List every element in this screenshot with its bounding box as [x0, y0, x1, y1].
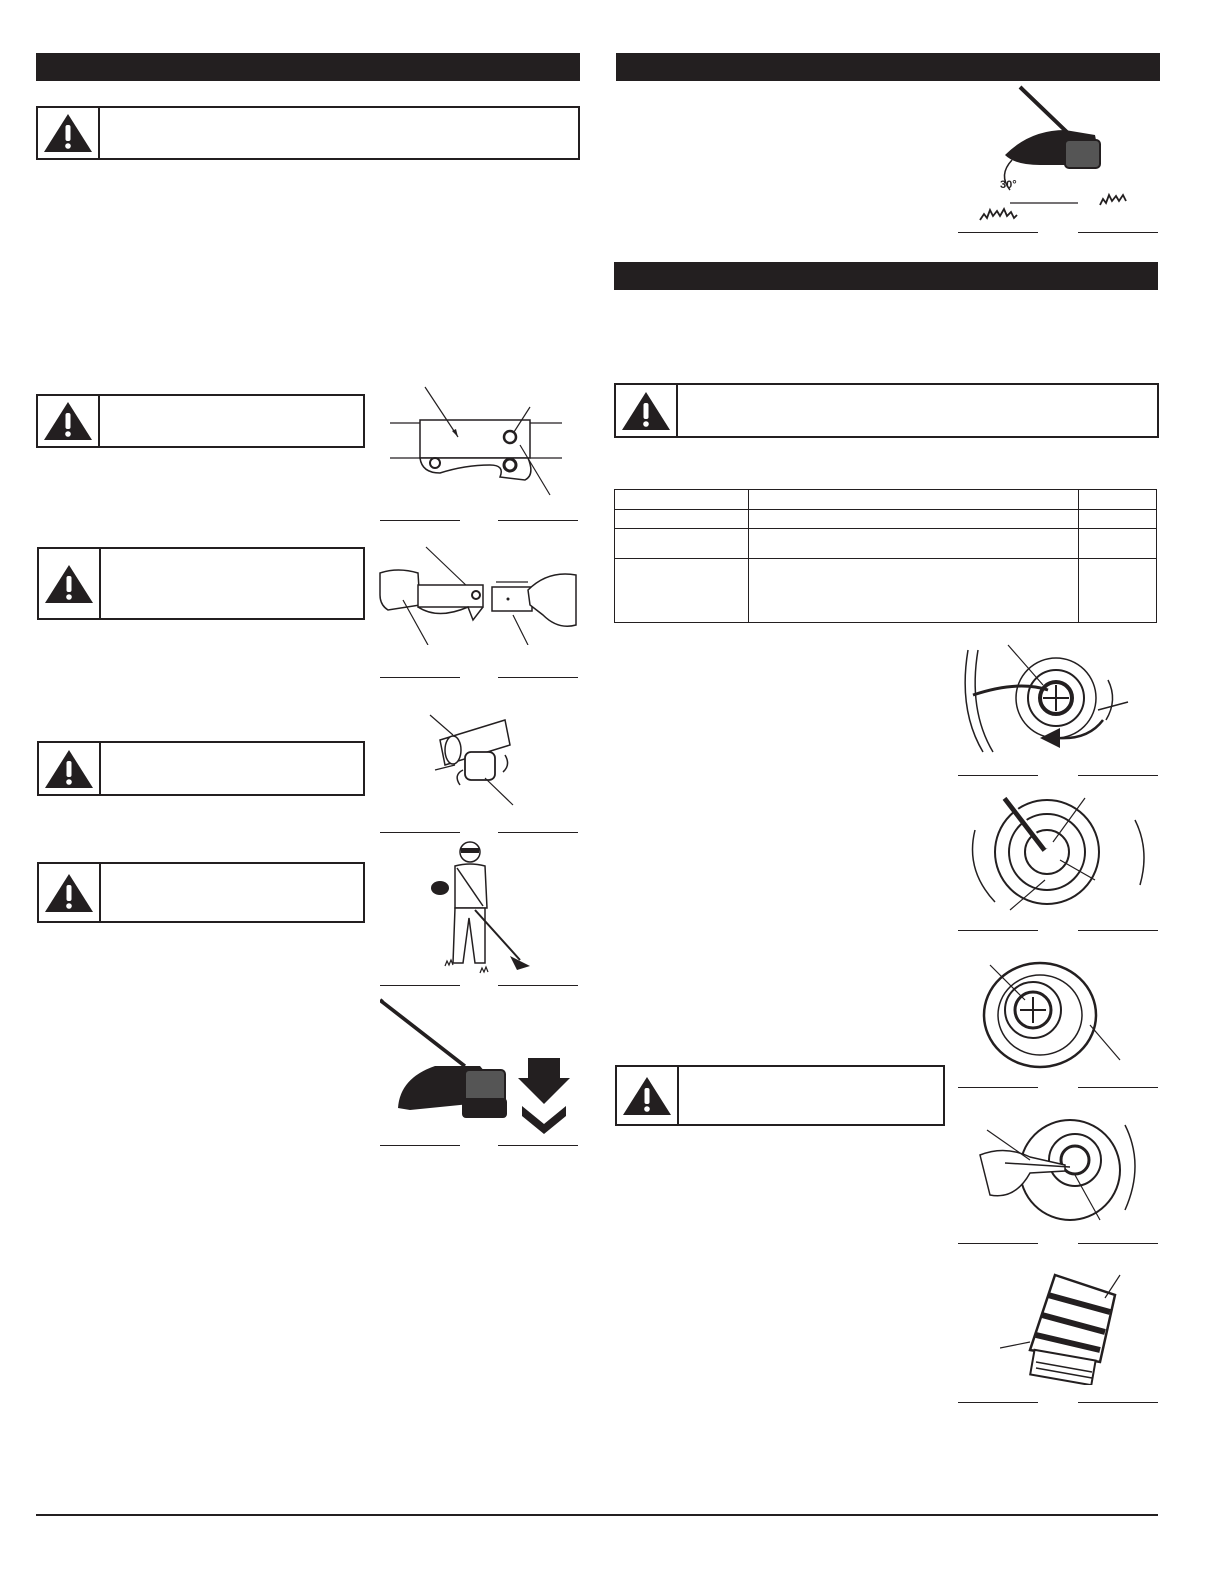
warning-triangle-icon — [43, 872, 95, 914]
warning-box-4 — [37, 741, 365, 796]
warning-box-2 — [36, 394, 365, 448]
right-middle-section-header — [614, 262, 1158, 290]
page-footer-rule — [36, 1514, 1158, 1516]
table-cell — [1079, 510, 1157, 529]
shaft-knob-figure — [425, 710, 535, 810]
warning-box-5 — [37, 862, 365, 923]
warning-box-1 — [36, 106, 580, 160]
warning-triangle-icon — [621, 1075, 673, 1117]
spool-hand-figure — [975, 1115, 1155, 1225]
left-section-header — [36, 53, 580, 81]
figure-rule — [380, 677, 460, 678]
figure-rule — [958, 775, 1038, 776]
angle-label: 30° — [1000, 179, 1017, 191]
figure-rule — [958, 232, 1038, 233]
figure-rule — [958, 1402, 1038, 1403]
spool-winding-figure — [958, 640, 1153, 760]
figure-rule — [380, 985, 460, 986]
trimmer-head-down-figure — [380, 998, 575, 1138]
table-cell — [749, 490, 1079, 510]
operator-stance-figure — [425, 838, 535, 978]
warning-triangle-icon — [43, 563, 95, 605]
eyelet-figure — [1000, 1270, 1130, 1385]
spool-tool-figure — [965, 790, 1155, 915]
cutting-angle-figure — [970, 85, 1150, 225]
figure-rule — [1078, 1243, 1158, 1244]
warning-triangle-icon — [43, 748, 95, 790]
handle-pin-figure — [390, 385, 570, 505]
table-cell — [749, 559, 1079, 623]
figure-rule — [498, 985, 578, 986]
figure-rule — [1078, 930, 1158, 931]
figure-rule — [1078, 1087, 1158, 1088]
table-cell — [615, 510, 749, 529]
figure-rule — [958, 930, 1038, 931]
warning-box-6 — [614, 383, 1159, 438]
table-cell — [1079, 490, 1157, 510]
figure-rule — [498, 1145, 578, 1146]
figure-rule — [1078, 1402, 1158, 1403]
warning-box-3 — [37, 547, 365, 620]
warning-triangle-icon — [620, 390, 672, 432]
figure-rule — [1078, 232, 1158, 233]
figure-rule — [380, 1145, 460, 1146]
figure-rule — [498, 520, 578, 521]
right-top-section-header — [616, 53, 1160, 81]
figure-rule — [1078, 775, 1158, 776]
spool-side-figure — [975, 955, 1135, 1070]
table-cell — [1079, 559, 1157, 623]
handle-hands-figure — [378, 545, 578, 645]
figure-rule — [498, 832, 578, 833]
table-cell — [749, 510, 1079, 529]
table-cell — [615, 559, 749, 623]
warning-box-7 — [615, 1065, 945, 1126]
figure-rule — [498, 677, 578, 678]
figure-rule — [380, 520, 460, 521]
table-cell — [749, 529, 1079, 559]
table-cell — [1079, 529, 1157, 559]
spec-table — [614, 489, 1157, 623]
figure-rule — [958, 1243, 1038, 1244]
warning-triangle-icon — [42, 112, 94, 154]
figure-rule — [380, 832, 460, 833]
figure-rule — [958, 1087, 1038, 1088]
table-cell — [615, 529, 749, 559]
table-cell — [615, 490, 749, 510]
warning-triangle-icon — [42, 400, 94, 442]
